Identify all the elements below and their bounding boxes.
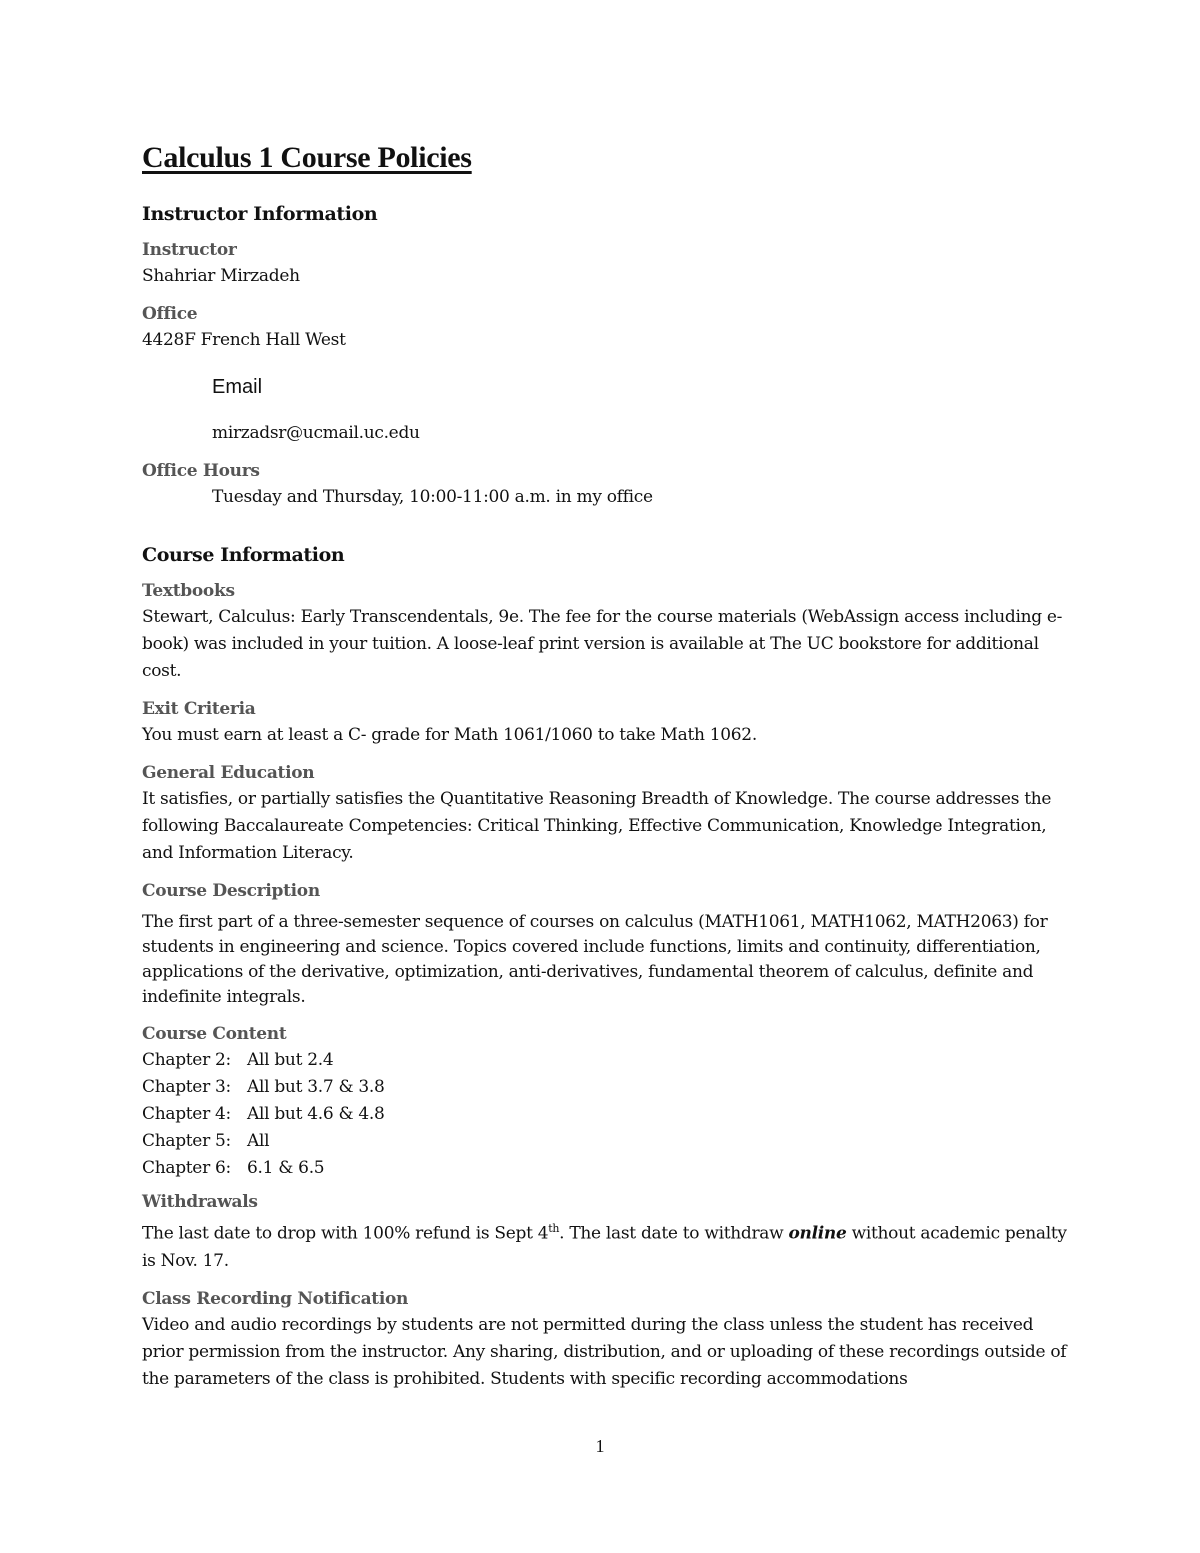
class-recording-label: Class Recording Notification	[142, 1288, 409, 1309]
list-item	[142, 1101, 1072, 1128]
chapter-sections: 6.1 & 6.5	[247, 1158, 325, 1178]
instructor-information-heading: Instructor Information	[142, 203, 378, 225]
course-content-label: Course Content	[142, 1024, 287, 1044]
course-description-text: The first part of a three-semester sequence of courses on calculus (MATH1061, MATH1062, MATH2063) for students in engineering and science. Topics covered include functions, limits and continuity, differentiation, applications of the derivative, optimization, anti-derivatives, fundamental theorem of calculus, definite and indefinite integrals.	[142, 912, 1048, 1007]
chapter-label: Chapter 6:	[142, 1158, 231, 1178]
email-label: Email	[212, 376, 263, 398]
exit-criteria-block	[142, 697, 1072, 749]
textbooks-block	[142, 579, 1072, 685]
textbooks-text: Stewart, Calculus: Early Transcendentals, 9e. The fee for the course materials (WebAssign access including e-book) was included in your tuition. A loose-leaf print version is available at The UC bookstore for additional cost.	[142, 607, 1063, 681]
general-education-label: General Education	[142, 763, 315, 783]
general-education-block	[142, 761, 1072, 867]
office-hours-value: Tuesday and Thursday, 10:00-11:00 a.m. in my office	[212, 487, 653, 507]
document-page	[142, 138, 1072, 1405]
instructor-block	[142, 238, 1072, 290]
chapter-label: Chapter 4:	[142, 1104, 231, 1124]
email-block	[142, 374, 1072, 447]
page-title: Calculus 1 Course Policies	[142, 141, 472, 174]
withdrawals-emphasis: online	[788, 1223, 847, 1244]
list-item	[142, 1074, 1072, 1101]
general-education-text: It satisfies, or partially satisfies the Quantitative Reasoning Breadth of Knowledge. The course addresses the following Baccalaureate Competencies: Critical Thinking, Effective Communication, Knowledge Integration, and Information Literacy.	[142, 789, 1052, 863]
chapter-label: Chapter 2:	[142, 1050, 231, 1070]
exit-criteria-text: You must earn at least a C- grade for Math 1061/1060 to take Math 1062.	[142, 725, 757, 745]
list-item	[142, 1047, 1072, 1074]
withdrawals-text-part2: . The last date to withdraw	[559, 1223, 789, 1244]
course-content-block	[142, 1022, 1072, 1182]
withdrawals-label: Withdrawals	[142, 1192, 258, 1212]
list-item	[142, 1128, 1072, 1155]
class-recording-text: Video and audio recordings by students are not permitted during the class unless the student has received prior permission from the instructor. Any sharing, distribution, and or uploading of these recordings outside of the parameters of the class is prohibited. Students with specific recording accommodations	[142, 1314, 1067, 1389]
withdrawals-block	[142, 1190, 1072, 1275]
office-hours-label: Office Hours	[142, 461, 260, 481]
withdrawals-text-part1: The last date to drop with 100% refund is Sept 4	[142, 1223, 549, 1244]
chapter-sections: All	[247, 1131, 270, 1151]
course-description-block	[142, 879, 1072, 1010]
withdrawals-superscript: th	[548, 1222, 560, 1235]
chapter-sections: All but 2.4	[247, 1050, 334, 1070]
chapter-sections: All but 4.6 & 4.8	[247, 1104, 385, 1124]
office-block	[142, 302, 1072, 354]
exit-criteria-label: Exit Criteria	[142, 699, 256, 719]
instructor-label: Instructor	[142, 240, 237, 260]
chapter-label: Chapter 3:	[142, 1077, 231, 1097]
course-content-list	[142, 1047, 1072, 1182]
office-label: Office	[142, 304, 198, 324]
withdrawals-text	[142, 1215, 1072, 1275]
withdrawals-text-part3: without academic penalty is Nov. 17.	[142, 1223, 1067, 1271]
office-hours-block	[142, 459, 1072, 511]
email-address[interactable]: mirzadsr@ucmail.uc.edu	[212, 423, 420, 443]
list-item	[142, 1155, 1072, 1182]
office-value: 4428F French Hall West	[142, 330, 346, 350]
page-number: 1	[595, 1436, 605, 1456]
textbooks-label: Textbooks	[142, 581, 235, 601]
chapter-label: Chapter 5:	[142, 1131, 231, 1151]
course-description-label: Course Description	[142, 881, 320, 901]
chapter-sections: All but 3.7 & 3.8	[247, 1077, 385, 1097]
instructor-name: Shahriar Mirzadeh	[142, 266, 300, 286]
course-information-heading: Course Information	[142, 544, 345, 566]
class-recording-block	[142, 1287, 1072, 1393]
